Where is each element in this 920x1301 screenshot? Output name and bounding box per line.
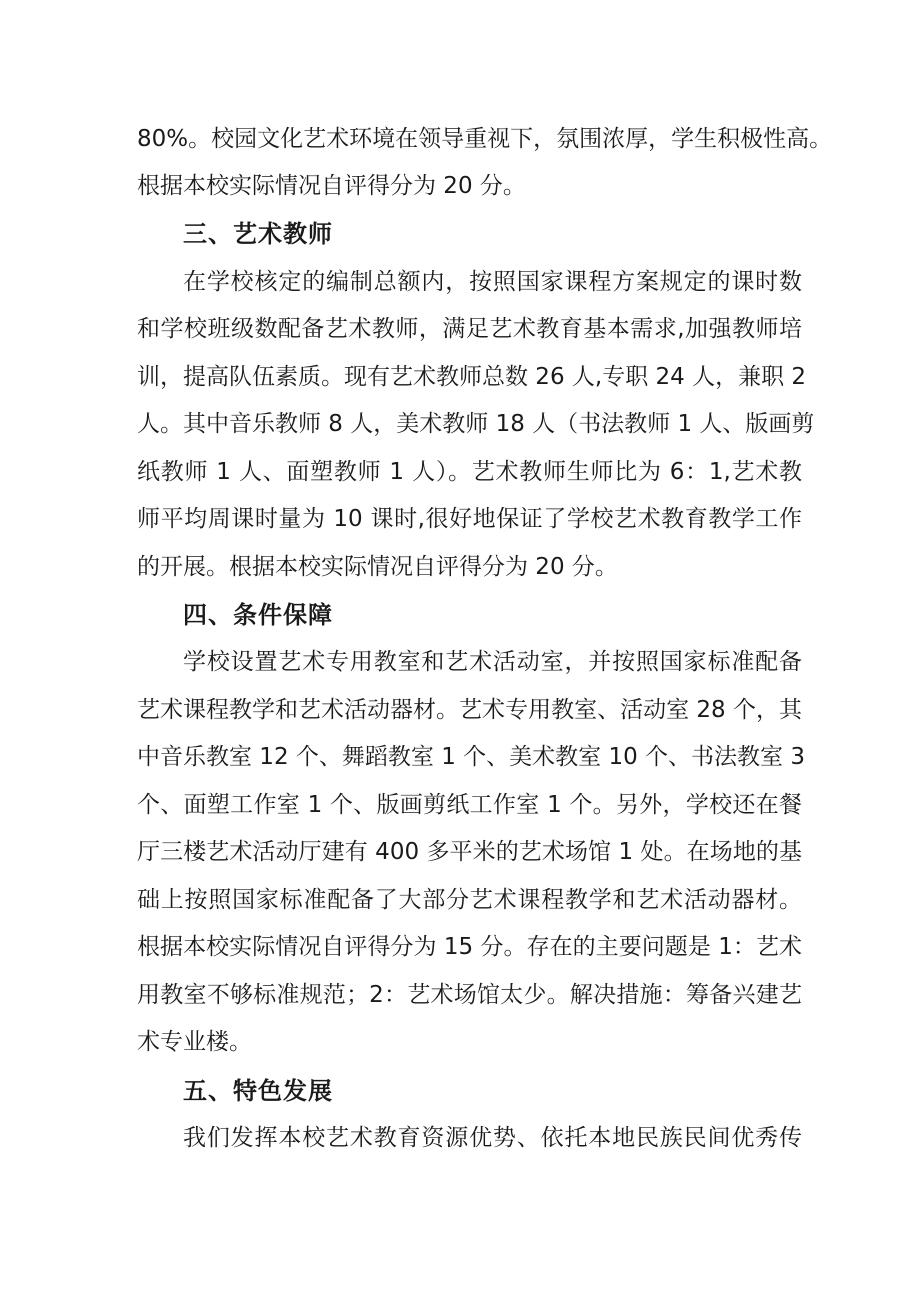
paragraph-line: 艺术课程教学和艺术活动器材。艺术专用教室、活动室 28 个，其 [137, 697, 802, 723]
paragraph-line: 个、面塑工作室 1 个、版画剪纸工作室 1 个。另外，学校还在餐 [137, 792, 802, 818]
paragraph-line: 础上按照国家标准配备了大部分艺术课程教学和艺术活动器材。 [137, 887, 802, 913]
paragraph-line: 在学校核定的编制总额内，按照国家课程方案规定的课时数 [183, 269, 802, 295]
paragraph-line: 师平均周课时量为 10 课时,很好地保证了学校艺术教育教学工作 [137, 506, 802, 532]
section-heading-art-teachers: 三、艺术教师 [183, 220, 333, 248]
paragraph-line: 用教室不够标准规范；2：艺术场馆太少。解决措施：筹备兴建艺 [137, 982, 802, 1008]
paragraph-line: 学校设置艺术专用教室和艺术活动室，并按照国家标准配备 [183, 649, 802, 675]
paragraph-line: 中音乐教室 12 个、舞蹈教室 1 个、美术教室 10 个、书法教室 3 [137, 744, 805, 770]
paragraph-line: 纸教师 1 人、面塑教师 1 人）。艺术教师生师比为 6：1,艺术教 [137, 459, 802, 485]
paragraph-line: 根据本校实际情况自评得分为 20 分。 [137, 173, 526, 199]
section-heading-conditions: 四、条件保障 [183, 601, 333, 629]
paragraph-line: 根据本校实际情况自评得分为 15 分。存在的主要问题是 1：艺术 [137, 934, 802, 960]
paragraph-line: 80%。校园文化艺术环境在领导重视下，氛围浓厚，学生积极性高。 [137, 126, 833, 152]
paragraph-line: 人。其中音乐教师 8 人，美术教师 18 人（书法教师 1 人、版画剪 [137, 411, 815, 437]
paragraph-line: 厅三楼艺术活动厅建有 400 多平米的艺术场馆 1 处。在场地的基 [137, 839, 802, 865]
section-heading-featured-development: 五、特色发展 [183, 1077, 333, 1105]
paragraph-line: 的开展。根据本校实际情况自评得分为 20 分。 [137, 554, 618, 580]
paragraph-line: 训，提高队伍素质。现有艺术教师总数 26 人,专职 24 人，兼职 2 [137, 364, 807, 390]
paragraph-line: 我们发挥本校艺术教育资源优势、依托本地民族民间优秀传 [183, 1125, 802, 1151]
paragraph-line: 术专业楼。 [137, 1029, 252, 1055]
paragraph-line: 和学校班级数配备艺术教师，满足艺术教育基本需求,加强教师培 [137, 316, 802, 342]
